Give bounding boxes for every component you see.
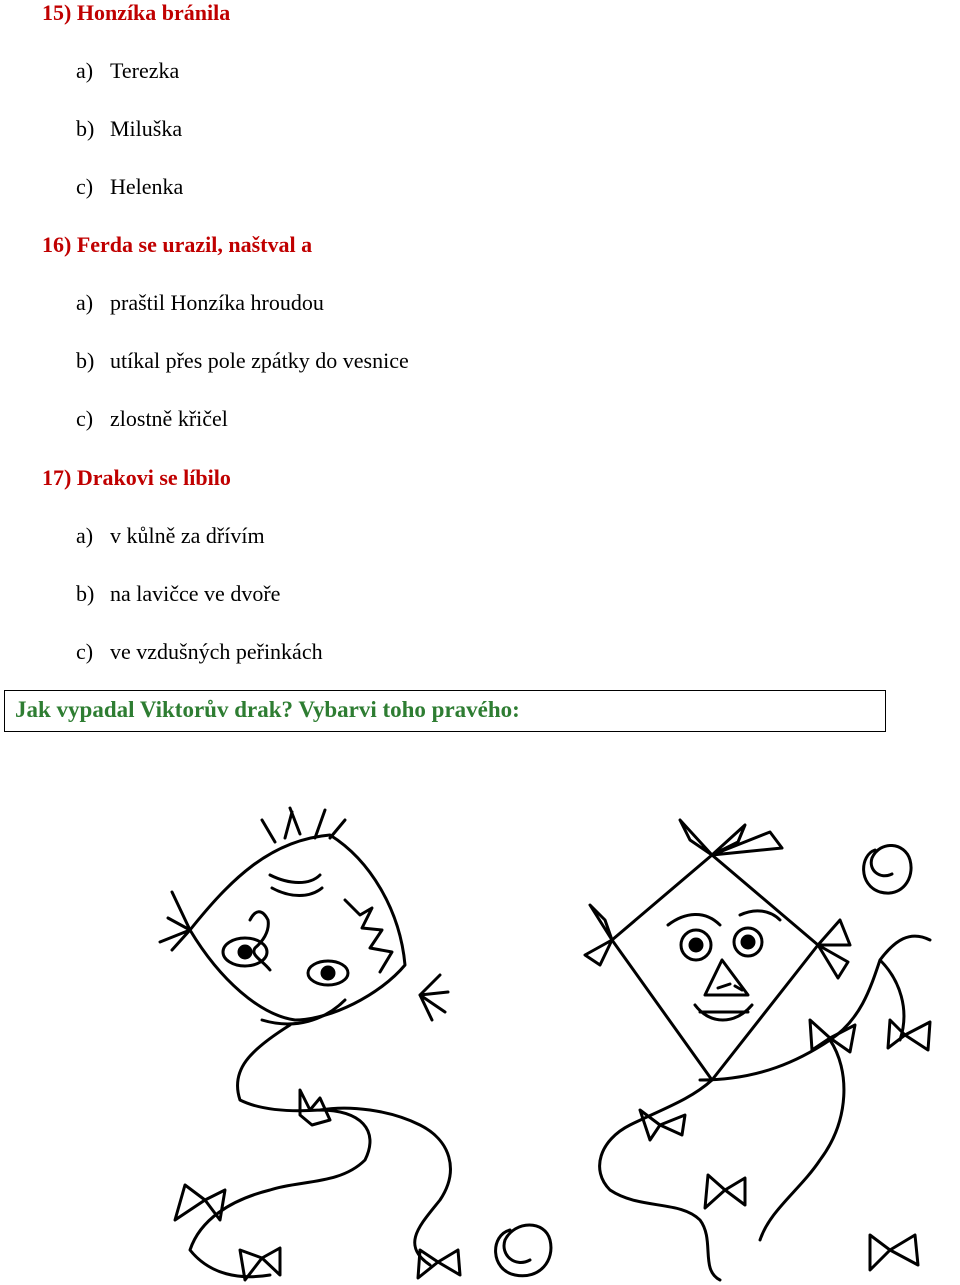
left-kite-hair	[262, 808, 345, 842]
right-kite-tail	[600, 936, 930, 1280]
right-kite-tail-bow-2	[705, 1175, 745, 1208]
left-kite-tail	[190, 1025, 450, 1277]
option-letter: b)	[76, 581, 95, 606]
question-16-title: 16) Ferda se urazil, naštval a	[42, 232, 313, 257]
question-15-option-b[interactable]	[76, 116, 182, 142]
option-text: Terezka	[110, 58, 180, 83]
task-prompt: Jak vypadal Viktorův drak? Vybarvi toho pravého:	[15, 697, 520, 722]
option-letter: c)	[76, 174, 94, 199]
question-17-option-c[interactable]	[76, 639, 323, 665]
right-kite-top-bow	[680, 820, 782, 855]
option-letter: a)	[76, 290, 94, 315]
left-kite-pupil-left	[239, 946, 251, 958]
option-letter: c)	[76, 406, 94, 431]
question-16-option-a[interactable]	[76, 290, 324, 316]
option-text: ve vzdušných peřinkách	[110, 639, 323, 664]
left-kite-zigzag	[345, 900, 392, 972]
question-16-option-b[interactable]	[76, 348, 409, 374]
question-16-option-c[interactable]	[76, 406, 228, 432]
question-15-option-c[interactable]	[76, 174, 183, 200]
option-letter: a)	[76, 58, 94, 83]
left-kite-tail-bow-1	[300, 1090, 330, 1125]
option-text: utíkal přes pole zpátky do vesnice	[110, 348, 409, 373]
option-letter: b)	[76, 116, 95, 141]
left-kite-spiral	[496, 1225, 551, 1276]
right-kite-right-bow	[818, 920, 850, 978]
task-banner	[4, 690, 886, 732]
left-kite-bow-left	[160, 892, 190, 950]
right-kite-diamond	[612, 855, 818, 1080]
option-text: zlostně křičel	[110, 406, 228, 431]
option-text: praštil Honzíka hroudou	[110, 290, 324, 315]
question-15-option-a[interactable]	[76, 58, 179, 84]
option-text: Miluška	[110, 116, 183, 141]
right-kite-brow	[668, 911, 780, 925]
kites-drawing	[0, 780, 960, 1285]
option-letter: a)	[76, 523, 94, 548]
right-kite-left-bow	[585, 905, 612, 965]
option-text: v kůlně za dřívím	[110, 523, 265, 548]
left-kite-pupil-right	[322, 967, 334, 979]
right-kite-mouth	[695, 1005, 752, 1020]
question-17-option-b[interactable]	[76, 581, 280, 607]
option-letter: b)	[76, 348, 95, 373]
left-kite-bow-right	[420, 975, 448, 1020]
left-kite-tail-bow-2	[175, 1185, 225, 1220]
left-kite-tail-bow-4	[418, 1250, 460, 1278]
right-kite-nose	[705, 960, 748, 995]
right-kite-tail-bow-4	[888, 1020, 930, 1050]
option-letter: c)	[76, 639, 94, 664]
right-kite-tail-bow-5	[870, 1235, 918, 1270]
left-kite-head	[190, 835, 405, 1020]
left-kite[interactable]	[160, 808, 551, 1280]
question-15-title: 15) Honzíka bránila	[42, 0, 231, 25]
question-17-option-a[interactable]	[76, 523, 265, 549]
question-17-title: 17) Drakovi se líbilo	[42, 465, 231, 490]
right-kite[interactable]	[585, 820, 930, 1280]
option-text: na lavičce ve dvoře	[110, 581, 281, 606]
right-kite-pupil-left	[690, 939, 702, 951]
right-kite-pupil-right	[742, 936, 754, 948]
option-text: Helenka	[110, 174, 184, 199]
right-kite-tail-bow-1	[640, 1110, 685, 1140]
left-kite-forehead-lines	[270, 875, 322, 896]
right-kite-spiral	[864, 845, 911, 893]
